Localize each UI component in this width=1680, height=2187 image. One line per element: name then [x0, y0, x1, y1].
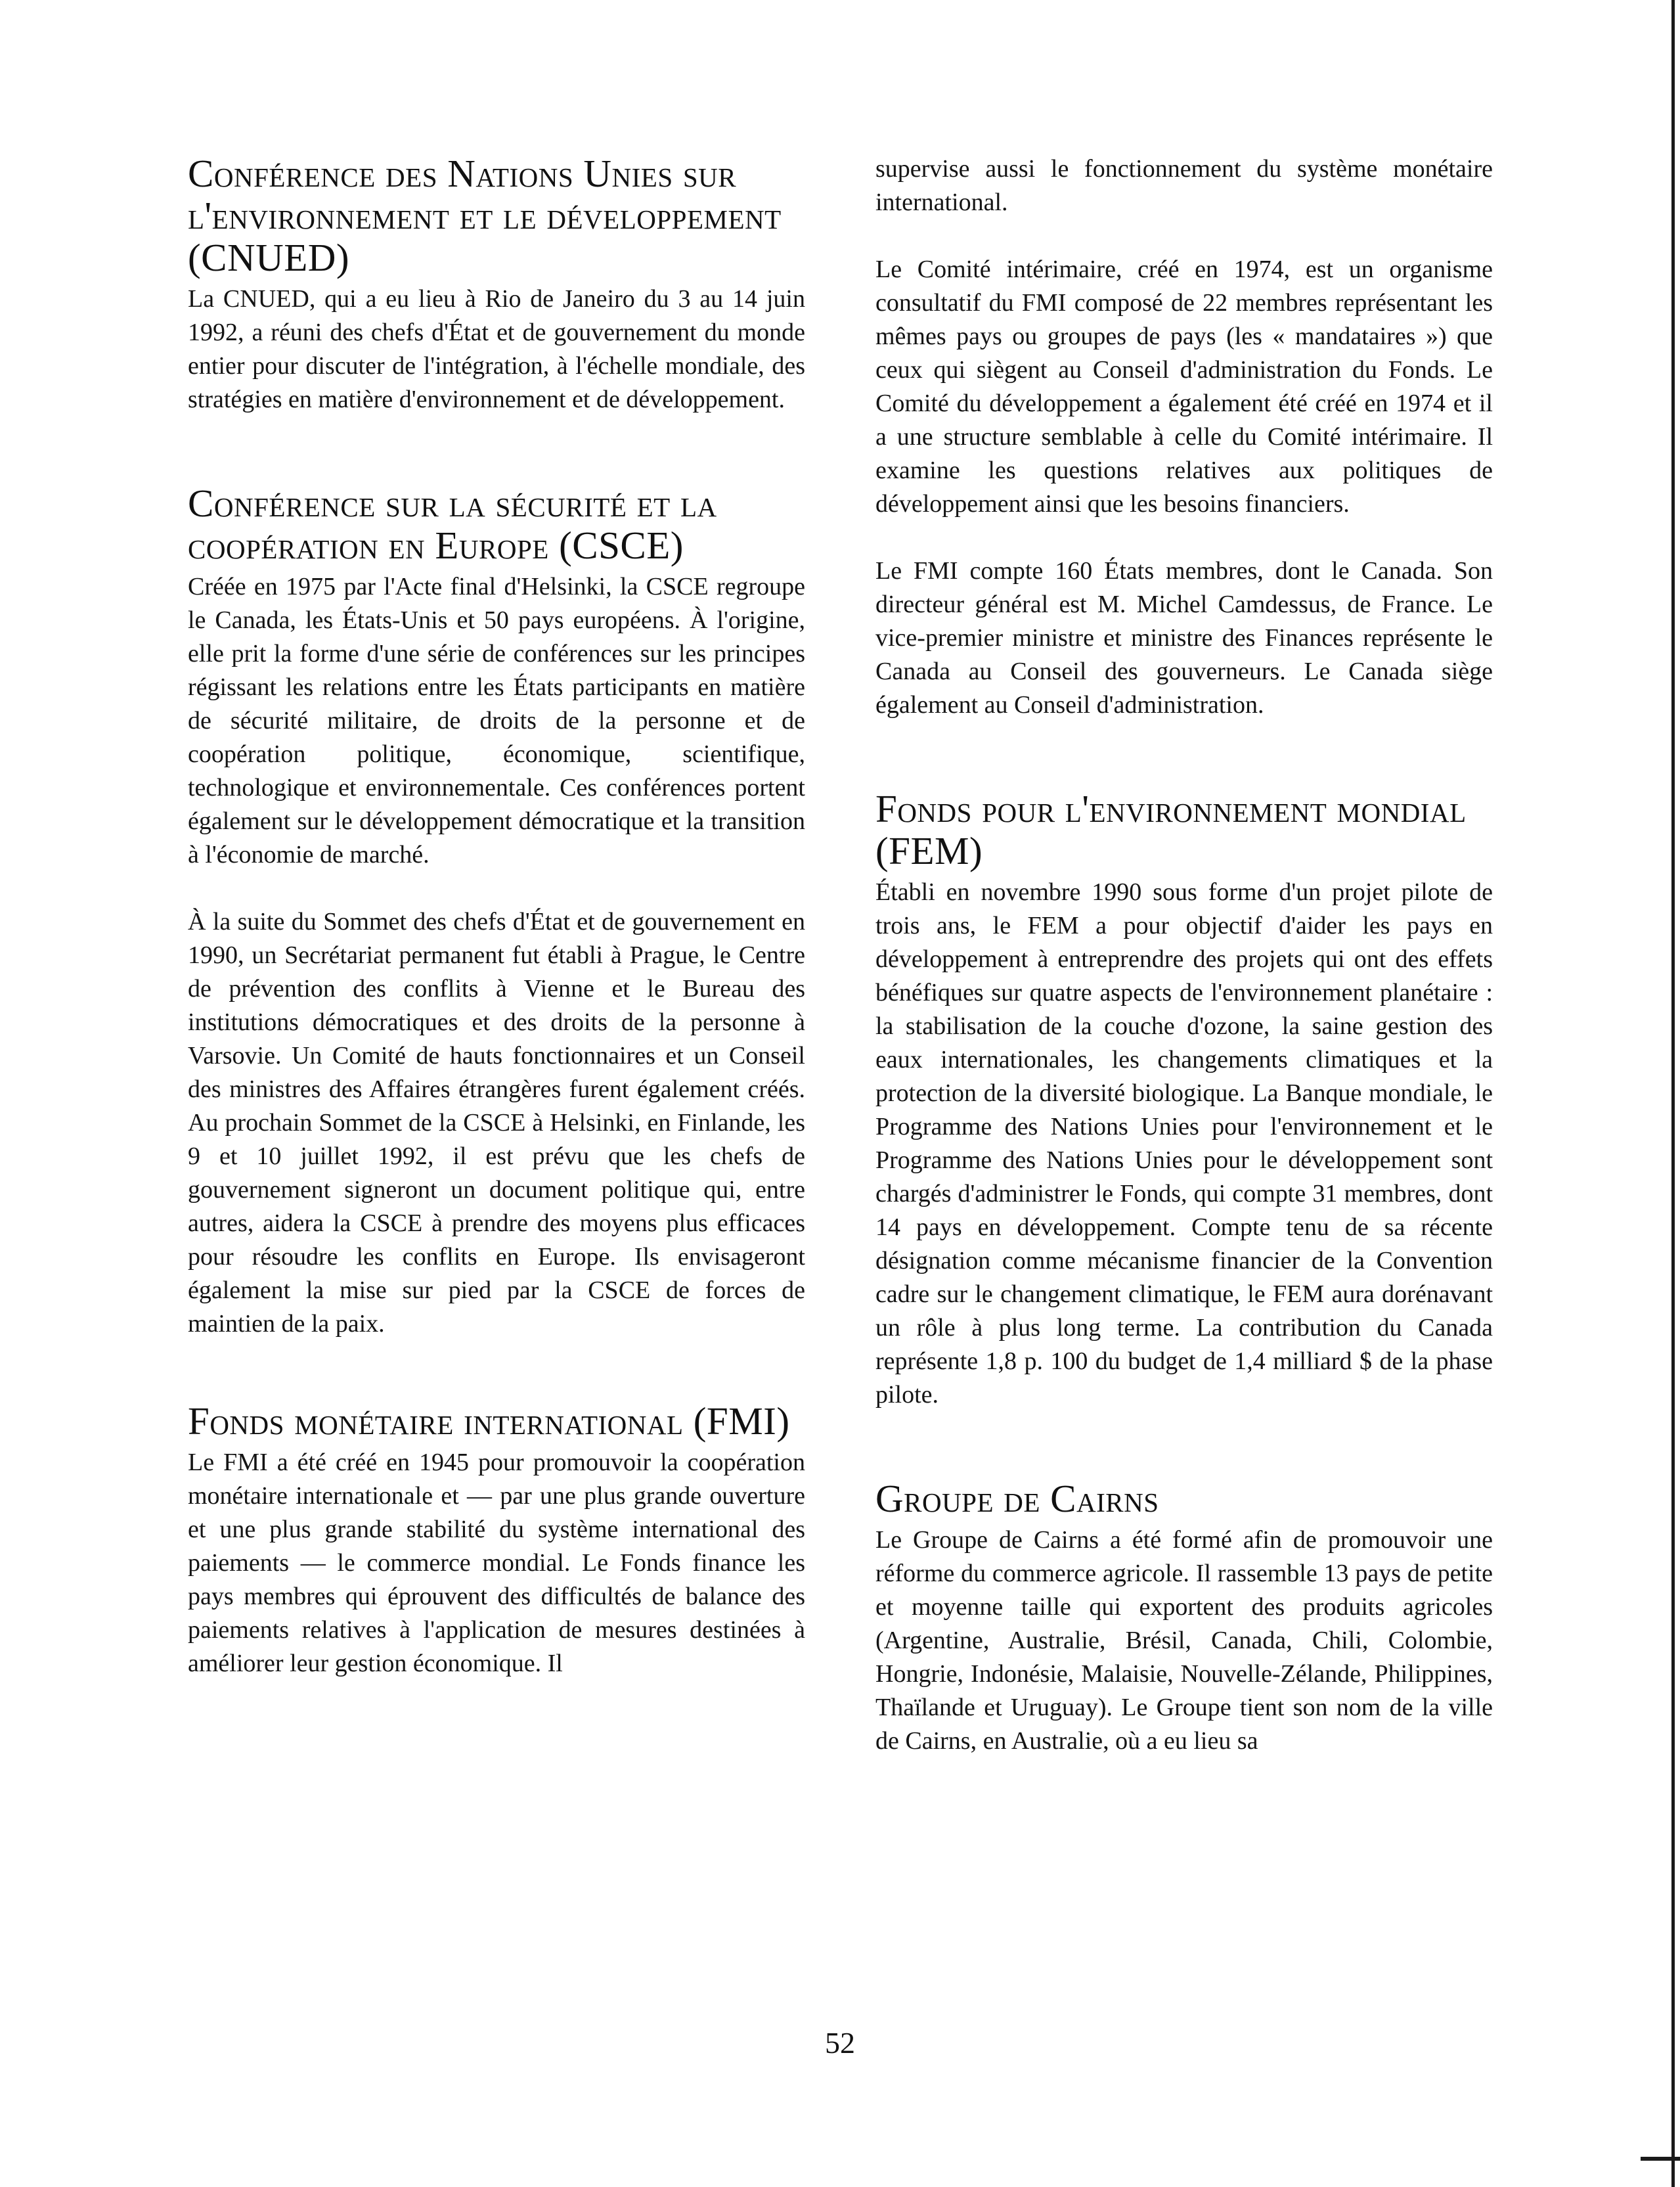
section-heading: [188, 482, 805, 566]
heading-text: Fonds monétaire international: [188, 1399, 684, 1443]
right-column: [875, 152, 1493, 1758]
heading-text: Fonds pour l'environnement mondial: [875, 787, 1467, 830]
heading-text: Conférence sur la sécurité et la coopération en Europe: [188, 482, 717, 567]
heading-abbr: (FMI): [693, 1399, 790, 1443]
heading-abbr: (FEM): [875, 829, 983, 872]
heading-text: Groupe de Cairns: [875, 1477, 1159, 1520]
section-heading: [875, 1477, 1493, 1520]
paragraph: Établi en novembre 1990 sous forme d'un projet pilote de trois ans, le FEM a pour objectif d'aider les pays en développement à entreprendre des projets qui ont des effets bénéfiques sur quatre aspects de l'environnement planétaire : la stabilisation de la couche d'ozone, la saine gestion des eaux internationales, les changements climatiques et la protection de la diversité biologique. La Banque mondiale, le Programme des Nations Unies pour l'environnement et le Programme des Nations Unies pour le développement sont chargés d'administrer le Fonds, qui compte 31 membres, dont 14 pays en développement. Compte tenu de sa récente désignation comme mécanisme financier de la Convention cadre sur le changement climatique, le FEM aura dorénavant un rôle à plus long terme. La contribution du Canada représente 1,8 p. 100 du budget de 1,4 milliard $ de la phase pilote.: [875, 878, 1493, 1409]
paragraph: Le FMI a été créé en 1945 pour promouvoir la coopération monétaire internationale et — par une plus grande ouverture et une plus grande stabilité du système international des paiements — le commerce mondial. Le Fonds finance les pays membres qui éprouvent des difficultés de balance des paiements relatives à l'application de mesures destinées à améliorer leur gestion économique. Il: [188, 1449, 805, 1677]
paragraph: La CNUED, qui a eu lieu à Rio de Janeiro du 3 au 14 juin 1992, a réuni des chefs d'État et de gouvernement du monde entier pour discuter de l'intégration, à l'échelle mondiale, des stratégies en matière d'environnement et de développement.: [188, 285, 805, 413]
page-number: 52: [825, 2026, 855, 2060]
paragraph: Le FMI compte 160 États membres, dont le Canada. Son directeur général est M. Michel Camdessus, de France. Le vice-premier ministre et ministre des Finances représente le Canada au Conseil des gouverneurs. Le Canada siège également au Conseil d'administration.: [875, 557, 1493, 719]
paragraph: Le Groupe de Cairns a été formé afin de promouvoir une réforme du commerce agricole. Il rassemble 13 pays de petite et moyenne taille qui exportent des produits agricoles (Argentine, Australie, Brésil, Canada, Chili, Colombie, Hongrie, Indonésie, Malaisie, Nouvelle-Zélande, Philippines, Thaïlande et Uruguay). Le Groupe tient son nom de la ville de Cairns, en Australie, où a eu lieu sa: [875, 1526, 1493, 1755]
page-edge-mark: [1641, 2157, 1680, 2161]
section-heading: [875, 788, 1493, 872]
section-fmi: [188, 1400, 805, 1680]
section-cairns: [875, 1477, 1493, 1758]
section-fem: [875, 788, 1493, 1412]
paragraph: À la suite du Sommet des chefs d'État et de gouvernement en 1990, un Secrétariat permanent fut établi à Prague, le Centre de prévention des conflits à Vienne et le Bureau des institutions démocratiques et des droits de la personne à Varsovie. Un Comité de hauts fonctionnaires et un Conseil des ministres des Affaires étrangères furent également créés. Au prochain Sommet de la CSCE à Helsinki, en Finlande, les 9 et 10 juillet 1992, il est prévu que les chefs de gouvernement signeront un document politique qui, entre autres, aidera la CSCE à prendre des moyens plus efficaces pour résoudre les conflits en Europe. Ils envisageront également la mise sur pied par la CSCE de forces de maintien de la paix.: [188, 908, 805, 1338]
section-cnued: [188, 152, 805, 417]
paragraph: Le Comité intérimaire, créé en 1974, est un organisme consultatif du FMI composé de 22 membres représentant les mêmes pays ou groupes de pays (les « mandataires ») que ceux qui siègent au Conseil d'administration du Fonds. Le Comité du développement a également été créé en 1974 et il a une structure semblable à celle du Comité intérimaire. Il examine les questions relatives aux politiques de développement ainsi que les besoins financiers.: [875, 256, 1493, 518]
left-column: [188, 152, 805, 1680]
paragraph: Créée en 1975 par l'Acte final d'Helsinki, la CSCE regroupe le Canada, les États-Unis et 50 pays européens. À l'origine, elle prit la forme d'une série de conférences sur les principes régissant les relations entre les États participants en matière de sécurité militaire, de droits de la personne et de coopération politique, économique, scientifique, technologique et environnementale. Ces conférences portent également sur le développement démocratique et la transition à l'économie de marché.: [188, 573, 805, 868]
paragraph: supervise aussi le fonctionnement du système monétaire international.: [875, 155, 1493, 216]
section-csce: [188, 482, 805, 1341]
heading-text: Conférence des Nations Unies sur l'environnement et le développement: [188, 152, 782, 237]
section-heading: [188, 1400, 805, 1442]
section-heading: [188, 152, 805, 279]
heading-abbr: (CSCE): [559, 524, 684, 567]
heading-abbr: (CNUED): [188, 236, 350, 279]
section-fmi-continued: [875, 152, 1493, 722]
page-edge-line: [1671, 0, 1675, 2187]
